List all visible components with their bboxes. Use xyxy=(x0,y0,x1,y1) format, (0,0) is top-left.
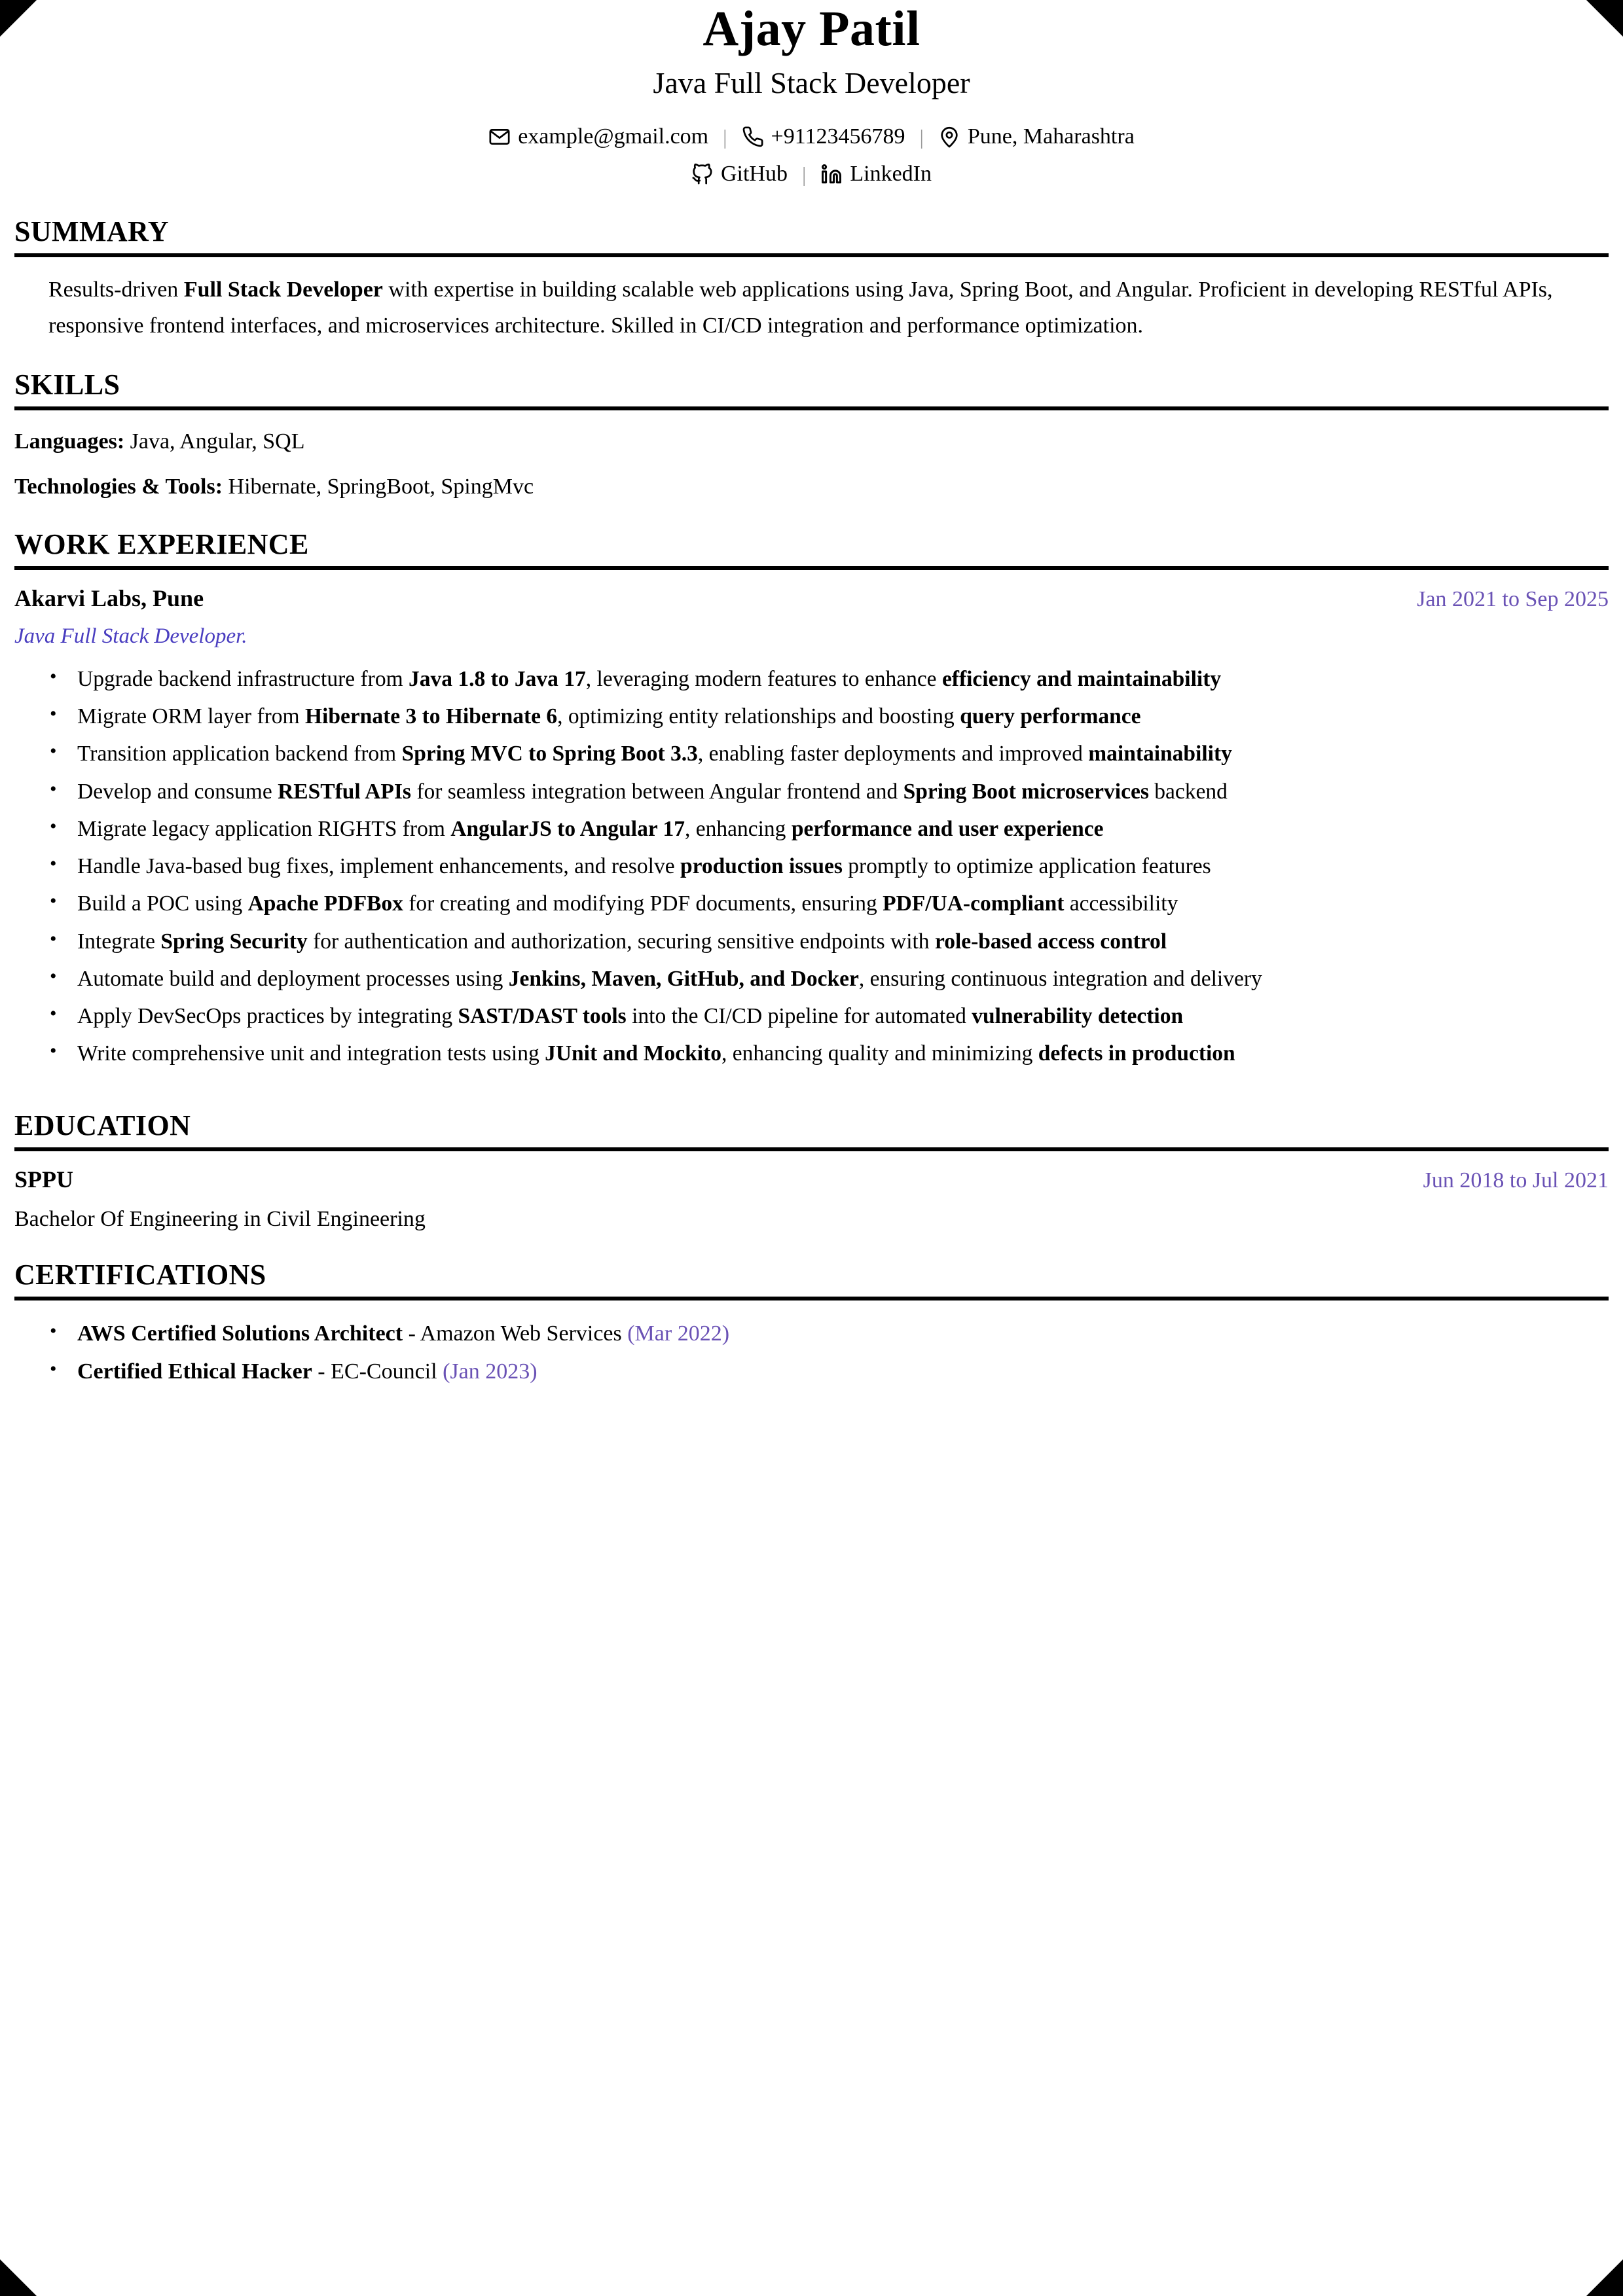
contact-phone[interactable] xyxy=(742,120,905,152)
emphasis-text: Spring MVC to Spring Boot 3.3 xyxy=(401,742,698,766)
responsibility-item: • Migrate ORM layer from Hibernate 3 to Hibernate 6, optimizing entity relationships and boosting query performance xyxy=(77,699,1609,734)
emphasis-text: efficiency and maintainability xyxy=(941,666,1222,691)
certification-item xyxy=(77,1353,1609,1391)
responsibility-item: • Develop and consume RESTful APIs for seamless integration between Angular frontend and Spring Boot microservices backend xyxy=(77,774,1609,810)
certification-name: AWS Certified Solutions Architect xyxy=(77,1321,403,1346)
section-title-skills: SKILLS xyxy=(14,368,120,401)
emphasis-text: Java 1.8 to Java 17 xyxy=(409,666,586,691)
education-entry-header xyxy=(14,1166,1609,1194)
section-divider xyxy=(14,406,1609,410)
work-entry-header xyxy=(14,584,1609,613)
emphasis-text: defects in production xyxy=(1038,1041,1235,1066)
responsibility-item: • Build a POC using Apache PDFBox for creating and modifying PDF documents, ensuring PDF/UA-compliant accessibility xyxy=(77,886,1609,922)
summary-text: Results-driven Full Stack Developer with expertise in building scalable web applications using Java, Spring Boot, and Angular. Proficient in developing RESTful APIs, responsive frontend interfaces, and microservices architecture. Skilled in CI/CD integration and performance optimization. xyxy=(48,277,1553,338)
contact-location xyxy=(938,120,1135,152)
candidate-role: Java Full Stack Developer xyxy=(653,66,970,99)
emphasis-text: Spring Security xyxy=(160,929,308,954)
section-title-summary: SUMMARY xyxy=(14,215,169,247)
skill-values: Java, Angular, SQL xyxy=(124,429,305,454)
section-divider xyxy=(14,1297,1609,1300)
resume-header xyxy=(14,0,1609,190)
emphasis-text: vulnerability detection xyxy=(972,1004,1184,1029)
emphasis-text: PDF/UA-compliant xyxy=(883,891,1065,916)
contact-separator: | xyxy=(723,124,727,149)
contact-phone-label: +91123456789 xyxy=(771,124,905,149)
section-certifications xyxy=(14,1260,1609,1391)
emphasis-text: role-based access control xyxy=(934,929,1167,954)
section-title-work: WORK EXPERIENCE xyxy=(14,528,309,561)
contact-separator: | xyxy=(801,162,807,186)
responsibility-item: • Integrate Spring Security for authentication and authorization, securing sensitive endpoints with role-based access control xyxy=(77,924,1609,960)
section-summary xyxy=(14,217,1609,344)
contact-email[interactable] xyxy=(488,120,708,152)
contact-row-primary xyxy=(14,120,1609,152)
emphasis-text: JUnit and Mockito xyxy=(545,1041,721,1066)
crop-mark-bottom-left xyxy=(0,2259,37,2296)
skill-row xyxy=(14,425,1609,458)
responsibility-item: • Automate build and deployment processes using Jenkins, Maven, GitHub, and Docker, ensuring continuous integration and delivery xyxy=(77,961,1609,997)
responsibility-item: • Transition application backend from Spring MVC to Spring Boot 3.3, enabling faster deployments and improved maintainability xyxy=(77,736,1609,772)
emphasis-text: RESTful APIs xyxy=(278,779,411,804)
emphasis-text: Apache PDFBox xyxy=(247,891,403,916)
contact-linkedin[interactable] xyxy=(820,158,932,190)
certification-issuer: - EC-Council xyxy=(312,1359,443,1384)
emphasis-text: Spring Boot microservices xyxy=(903,779,1149,804)
work-entry xyxy=(14,584,1609,1071)
responsibility-item: • Migrate legacy application RIGHTS from AngularJS to Angular 17, enhancing performance and user experience xyxy=(77,812,1609,847)
contact-location-label: Pune, Maharashtra xyxy=(967,124,1135,149)
education-dates: Jun 2018 to Jul 2021 xyxy=(1423,1168,1609,1193)
skill-row xyxy=(14,470,1609,503)
education-entries xyxy=(14,1166,1609,1234)
location-pin-icon xyxy=(938,126,960,148)
emphasis-text: production issues xyxy=(680,854,843,879)
responsibility-item: • Write comprehensive unit and integration tests using JUnit and Mockito, enhancing quality and minimizing defects in production xyxy=(77,1036,1609,1071)
emphasis-text: AngularJS to Angular 17 xyxy=(450,816,685,841)
emphasis-text: Full Stack Developer xyxy=(183,277,383,302)
employment-dates: Jan 2021 to Sep 2025 xyxy=(1417,587,1609,612)
phone-icon xyxy=(742,126,764,148)
employer-name: Akarvi Labs, Pune xyxy=(14,585,204,612)
responsibility-item: • Apply DevSecOps practices by integrating SAST/DAST tools into the CI/CD pipeline for automated vulnerability detection xyxy=(77,999,1609,1034)
emphasis-text: maintainability xyxy=(1088,742,1232,766)
emphasis-text: query performance xyxy=(960,704,1141,728)
emphasis-text: Jenkins, Maven, GitHub, and Docker xyxy=(508,966,859,991)
emphasis-text: performance and user experience xyxy=(791,816,1104,841)
degree-name: Bachelor Of Engineering in Civil Engineering xyxy=(14,1206,426,1231)
crop-mark-bottom-right xyxy=(1586,2259,1623,2296)
section-divider xyxy=(14,253,1609,257)
contact-github[interactable] xyxy=(691,158,788,190)
section-title-education: EDUCATION xyxy=(14,1109,191,1141)
section-work-experience xyxy=(14,529,1609,1072)
section-divider xyxy=(14,1147,1609,1151)
responsibility-item: • Handle Java-based bug fixes, implement enhancements, and resolve production issues promptly to optimize application features xyxy=(77,849,1609,884)
responsibility-item: • Upgrade backend infrastructure from Java 1.8 to Java 17, leveraging modern features to enhance efficiency and maintainability xyxy=(77,662,1609,697)
section-education xyxy=(14,1111,1609,1234)
contact-linkedin-label: LinkedIn xyxy=(850,162,932,187)
skill-category-label: Technologies & Tools: xyxy=(14,475,223,499)
section-title-certifications: CERTIFICATIONS xyxy=(14,1258,266,1291)
skill-category-label: Languages: xyxy=(14,429,125,454)
contact-github-label: GitHub xyxy=(720,162,788,187)
emphasis-text: Hibernate 3 to Hibernate 6 xyxy=(304,704,558,728)
contact-email-label: example@gmail.com xyxy=(518,124,709,149)
section-skills xyxy=(14,370,1609,503)
education-entry xyxy=(14,1166,1609,1234)
certifications-list xyxy=(14,1315,1609,1391)
work-jobs xyxy=(14,584,1609,1071)
section-divider xyxy=(14,566,1609,570)
responsibility-list xyxy=(14,662,1609,1072)
certification-date: (Mar 2022) xyxy=(627,1321,730,1346)
certification-issuer: - Amazon Web Services xyxy=(403,1321,628,1346)
certification-item xyxy=(77,1315,1609,1353)
contact-row-social xyxy=(14,158,1609,190)
github-icon xyxy=(691,163,714,185)
skill-values: Hibernate, SpringBoot, SpingMvc xyxy=(223,475,534,499)
email-icon xyxy=(488,126,511,148)
candidate-name: Ajay Patil xyxy=(702,1,921,56)
skills-list xyxy=(14,425,1609,503)
school-name: SPPU xyxy=(14,1166,73,1193)
certification-name: Certified Ethical Hacker xyxy=(77,1359,312,1384)
certification-date: (Jan 2023) xyxy=(443,1359,538,1384)
emphasis-text: SAST/DAST tools xyxy=(458,1004,627,1029)
job-title: Java Full Stack Developer. xyxy=(14,624,247,649)
contact-separator: | xyxy=(919,124,924,149)
linkedin-icon xyxy=(820,163,843,185)
